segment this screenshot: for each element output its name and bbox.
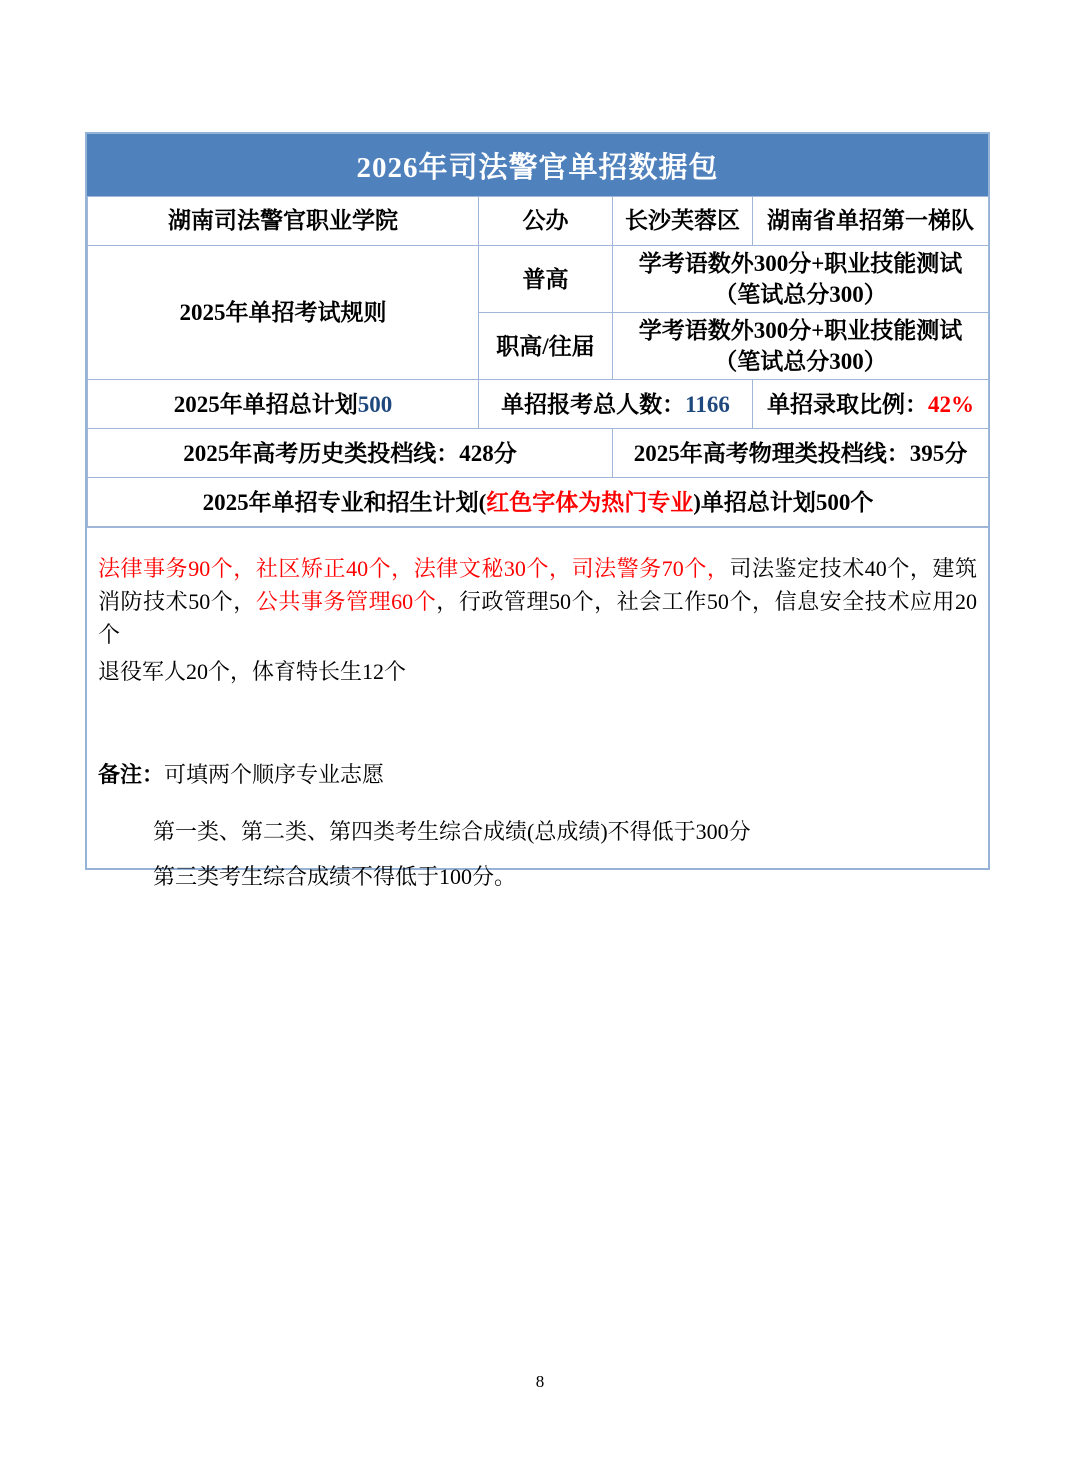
cell-majors-header: 2025年单招专业和招生计划(红色字体为热门专业)单招总计划500个: [88, 478, 989, 527]
note-label: 备注：: [98, 762, 165, 788]
cell-total-plan: 2025年单招总计划500: [88, 380, 479, 429]
majors-list-paragraph: 法律事务90个，社区矫正40个，法律文秘30个，司法警务70个，司法鉴定技术40个，建筑消防技术50个，公共事务管理60个，行政管理50个，社会工作50个，信息安全技术应用20个: [98, 556, 977, 648]
cell-college-name: 湖南司法警官职业学院: [88, 197, 479, 246]
cell-zhigao-label: 职高/往届: [479, 313, 613, 380]
cell-ownership: 公办: [479, 197, 613, 246]
row-plan-stats: [88, 380, 989, 429]
cell-physics-line: 2025年高考物理类投档线：395分: [613, 429, 989, 478]
enrollment-data-table: [87, 196, 989, 527]
cell-putong-rule: 学考语数外300分+职业技能测试（笔试总分300）: [613, 246, 989, 313]
cell-zhigao-rule: 学考语数外300分+职业技能测试（笔试总分300）: [613, 313, 989, 380]
row-majors-header: [88, 478, 989, 527]
card-title-bar: [87, 134, 988, 196]
row-school: [88, 197, 989, 246]
cell-putong-label: 普高: [479, 246, 613, 313]
note-line-2: 第一类、第二类、第四类考生综合成绩(总成绩)不得低于300分: [153, 819, 751, 845]
cell-admission-ratio: 单招录取比例：42%: [753, 380, 989, 429]
cell-history-line: 2025年高考历史类投档线：428分: [88, 429, 613, 478]
row-exam-rules-putong: [88, 246, 989, 313]
cell-exam-rules-label: 2025年单招考试规则: [88, 246, 479, 380]
data-pack-card: [85, 132, 990, 890]
cell-district: 长沙芙蓉区: [613, 197, 753, 246]
special-categories-line: 退役军人20个，体育特长生12个: [98, 659, 407, 685]
card-title: 2026年司法警官单招数据包: [356, 151, 719, 184]
row-gaokao-lines: [88, 429, 989, 478]
page-number: 8: [535, 1372, 545, 1391]
cell-applicants: 单招报考总人数：1166: [479, 380, 753, 429]
note-line-3: 第三类考生综合成绩不得低于100分。: [153, 864, 517, 890]
cell-tier: 湖南省单招第一梯队: [753, 197, 989, 246]
majors-text-block: [87, 527, 988, 890]
note-line-1: [98, 758, 977, 791]
note-text-1: 可填两个顺序专业志愿: [164, 762, 385, 788]
